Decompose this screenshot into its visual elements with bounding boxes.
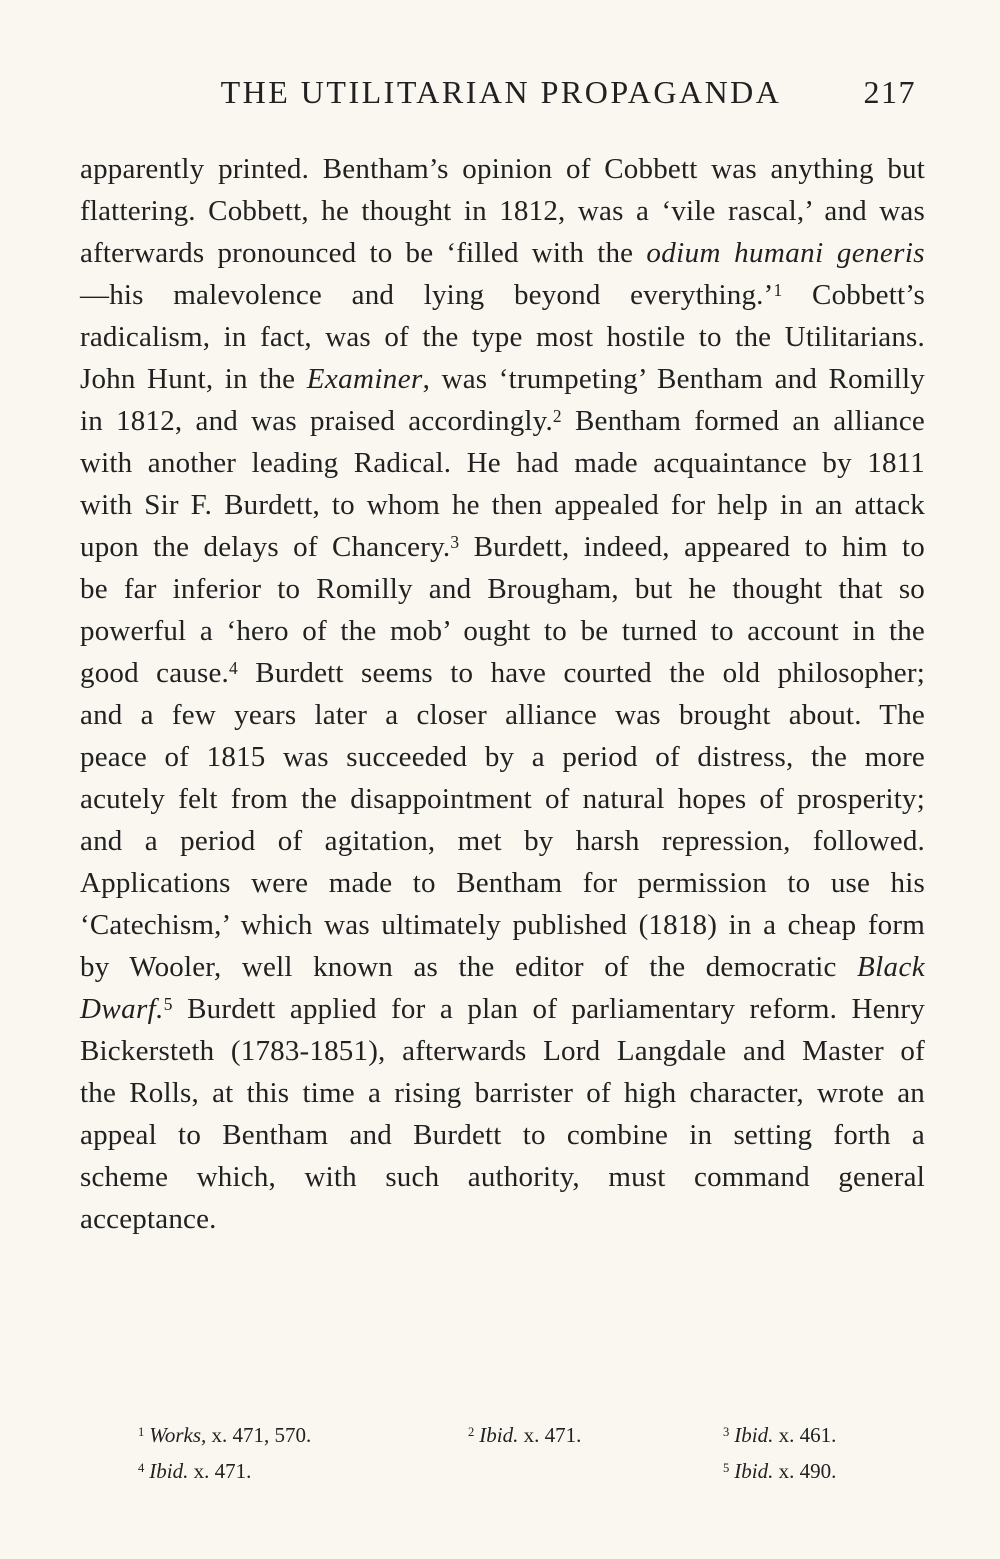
footnote-marker: 3 xyxy=(723,1425,730,1440)
footnote-source: Ibid. xyxy=(479,1423,519,1447)
body-segment: Examiner xyxy=(306,363,423,395)
footnote-marker: 2 xyxy=(552,406,562,427)
footnote xyxy=(723,1417,925,1453)
footnote-marker: 5 xyxy=(163,994,173,1015)
footnote-marker: 4 xyxy=(138,1461,145,1476)
body-paragraph xyxy=(80,148,925,1240)
body-segment: , was ‘trumpeting’ Bentham and Romilly in 1812, and was praised accordingly. xyxy=(80,363,926,437)
body-segment: Bentham formed an alliance with another leading Radical. He had made acquaintance by 1811 with Sir F. Burdett, to whom he then appealed for help in an attack upon the delays of Chancery. xyxy=(80,405,925,563)
body-segment: Cobbett’s radicalism, in fact, was of the type most hostile to the Utilitarians. John Hunt, in the xyxy=(80,279,926,395)
body-segment: Burdett applied for a plan of parliamentary reform. Henry Bickersteth (1783-1851), afterwards Lord Langdale and Master of the Rolls, at this time a rising barrister of high character, wrote an appeal to Bentham and Burdett to combine in setting forth a scheme which, with such authority, must command general acceptance. xyxy=(80,993,925,1235)
footnote-source: Ibid. xyxy=(149,1459,189,1483)
footnote-marker: 1 xyxy=(773,280,783,301)
footnote-marker: 4 xyxy=(229,658,238,679)
footnote-source: Ibid. xyxy=(734,1459,774,1483)
footnote-marker: 5 xyxy=(723,1461,730,1476)
footnotes-grid xyxy=(80,1417,925,1489)
footnotes-section xyxy=(80,1417,925,1489)
footnote-ref: x. 490. xyxy=(773,1459,837,1483)
footnote-ref: x. 461. xyxy=(773,1423,837,1447)
page-title: THE UTILITARIAN PROPAGANDA xyxy=(220,74,782,110)
footnote-marker: 3 xyxy=(450,532,460,553)
footnote-ref: x. 471, 570. xyxy=(206,1423,312,1447)
footnote-ref: x. 471. xyxy=(188,1459,252,1483)
body-segment: Black Dwarf. xyxy=(80,951,925,1025)
footnote xyxy=(723,1453,925,1489)
body-segment: Burdett, indeed, appeared to him to be far inferior to Romilly and Brougham, but he thought that so powerful a ‘hero of the mob’ ought to be turned to account in the good cause. xyxy=(80,531,925,689)
footnote xyxy=(138,1453,468,1489)
footnote-ref: x. 471. xyxy=(518,1423,582,1447)
body-segment: odium humani generis xyxy=(646,237,925,269)
page-number: 217 xyxy=(863,74,916,110)
footnote-marker: 2 xyxy=(468,1425,475,1440)
footnote xyxy=(138,1417,468,1453)
running-header xyxy=(80,74,922,118)
footnote-spacer xyxy=(468,1453,723,1489)
body-segment: apparently printed. Bentham’s opinion of Cobbett was anything but flattering. Cobbett, he thought in 1812, was a ‘vile rascal,’ and was afterwards pronounced to be ‘filled with the xyxy=(80,153,925,269)
footnote xyxy=(468,1417,723,1453)
footnote-marker: 1 xyxy=(138,1425,145,1440)
body-segment: —his malevolence and lying beyond everything.’ xyxy=(80,279,774,311)
footnote-source: Works, xyxy=(149,1423,207,1447)
footnote-source: Ibid. xyxy=(734,1423,774,1447)
body-segment: Burdett seems to have courted the old philosopher; and a few years later a closer alliance was brought about. The peace of 1815 was succeeded by a period of distress, the more acutely felt from the disappointment of natural hopes of prosperity; and a period of agitation, met by harsh repression, followed. Applications were made to Bentham for permission to use his ‘Catechism,’ which was ultimately published (1818) in a cheap form by Wooler, well known as the editor of the democratic xyxy=(80,657,925,983)
